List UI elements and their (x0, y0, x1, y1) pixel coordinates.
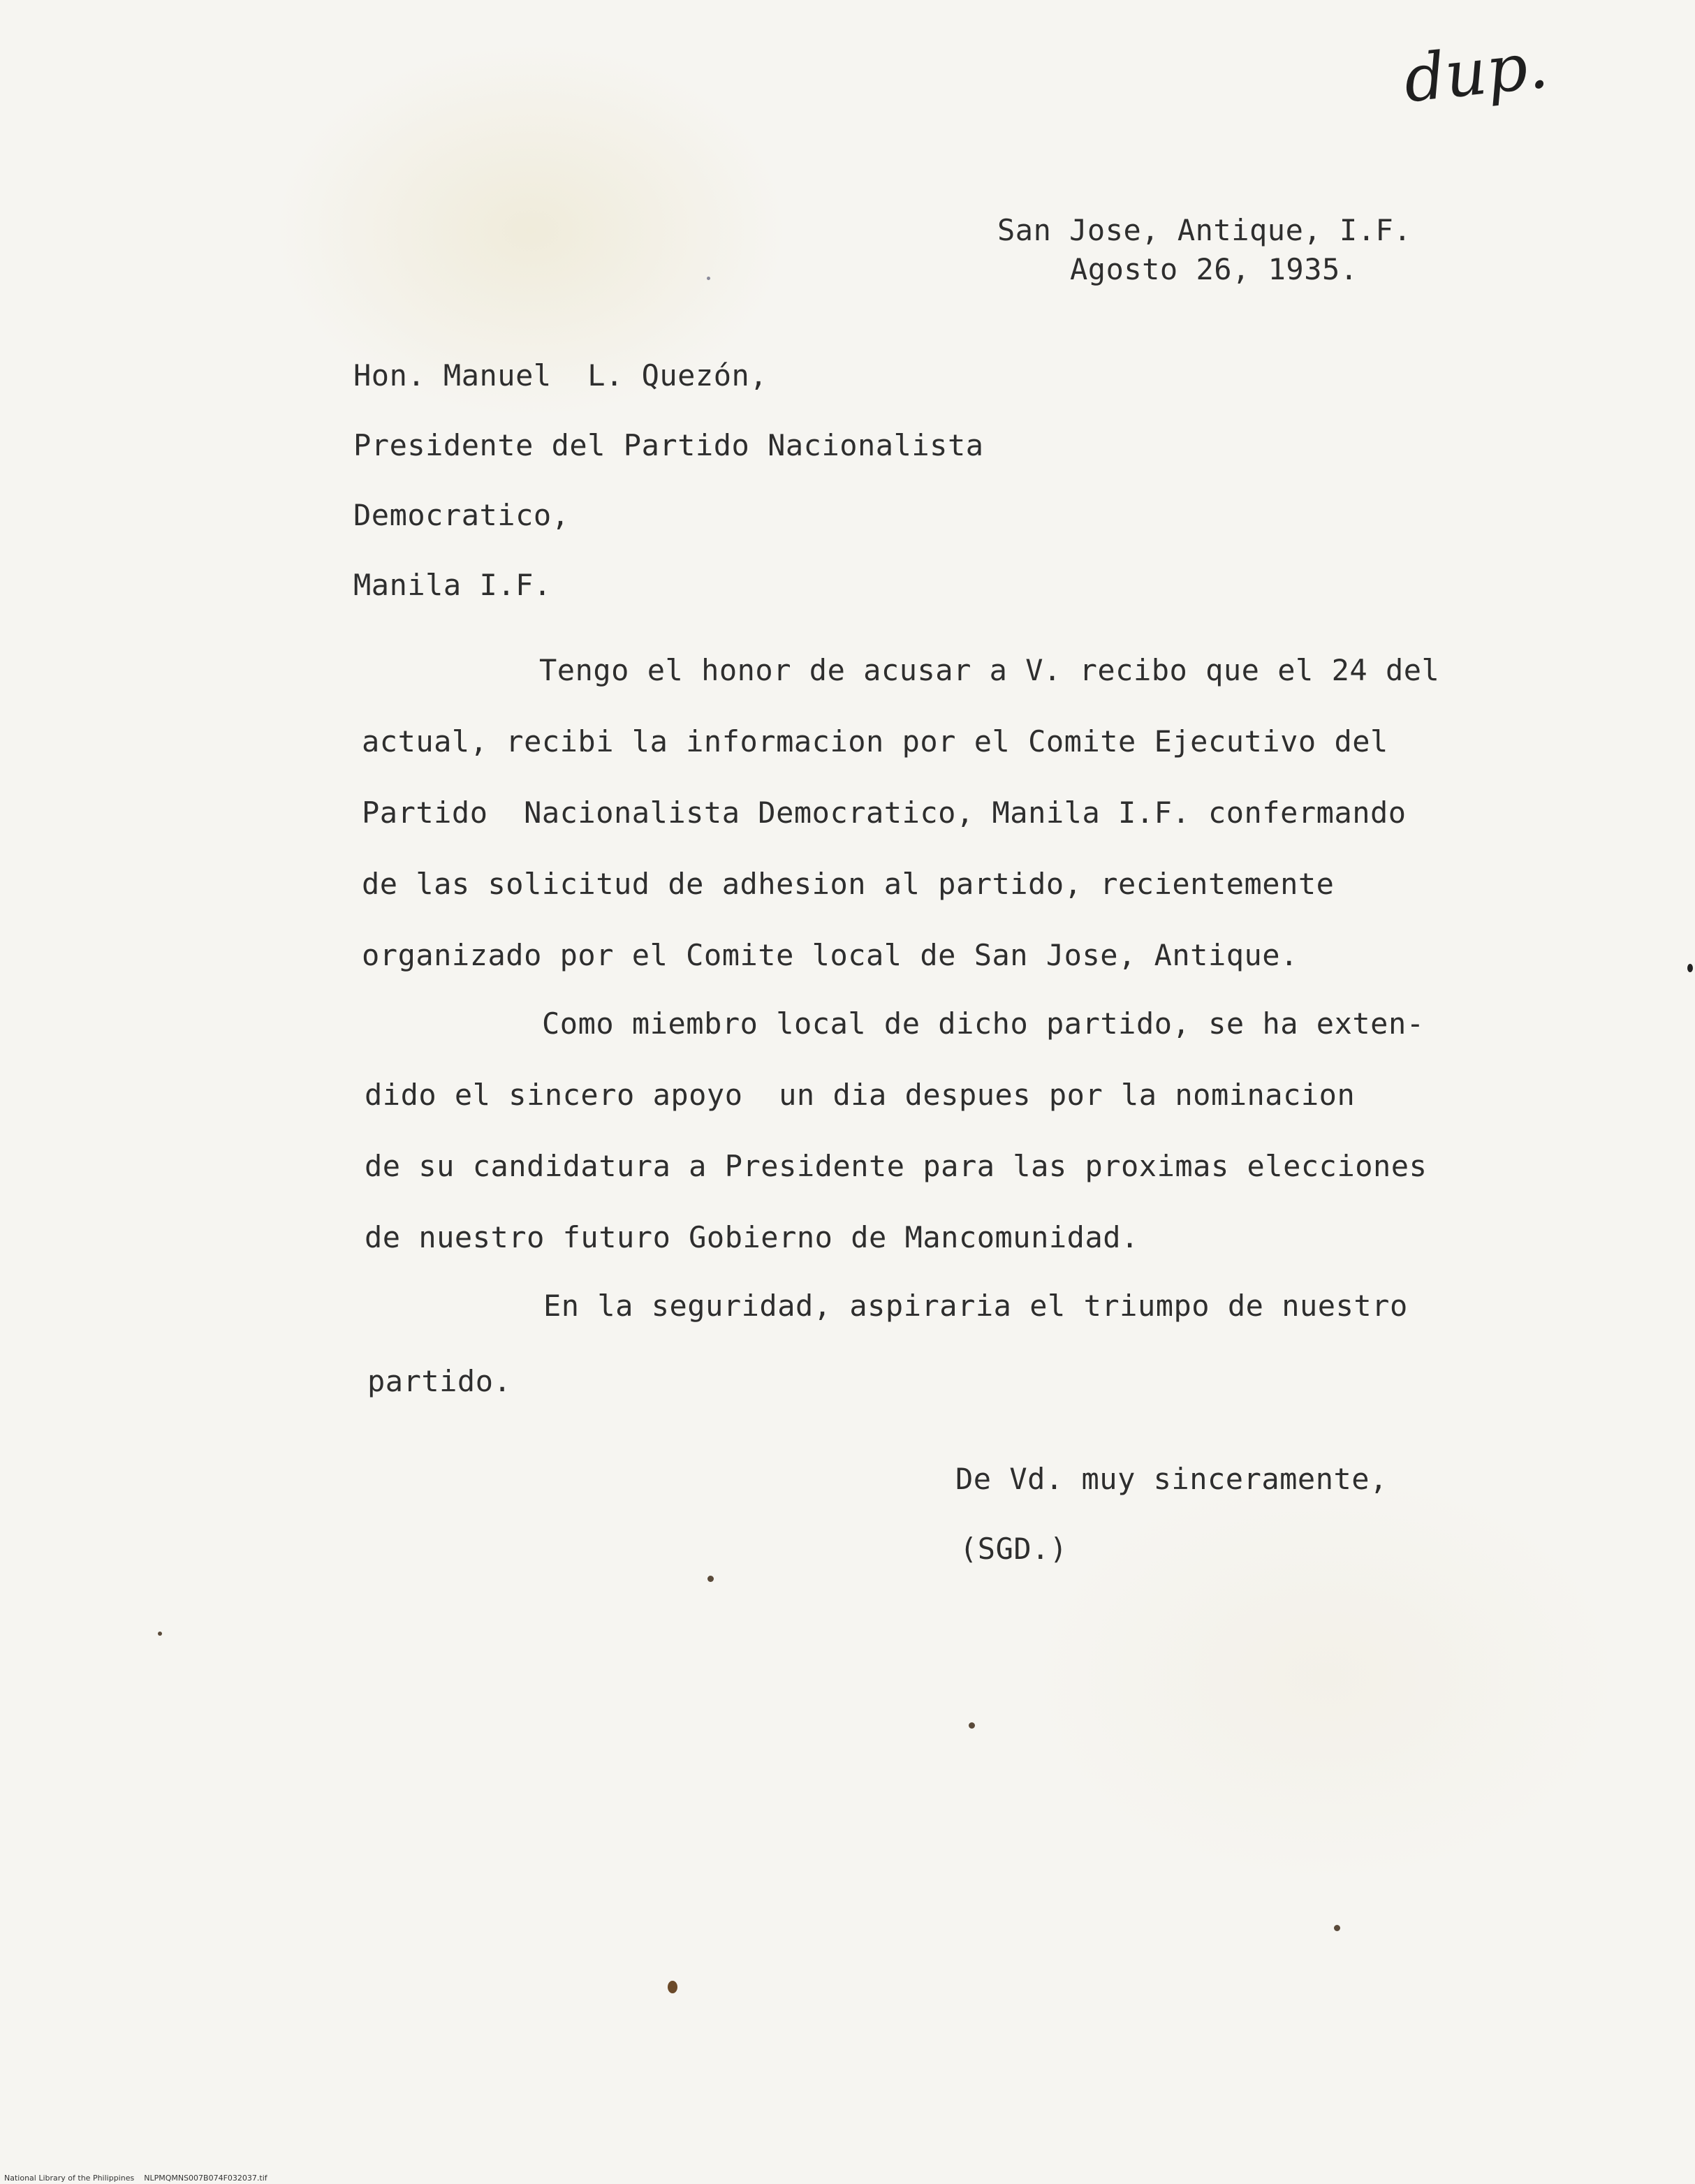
body-line: dido el sincero apoyo un dia despues por la nominacion (365, 1078, 1356, 1112)
body-line: Partido Nacionalista Democratico, Manila I.F. confermando (362, 796, 1407, 830)
footer-file-id: NLPMQMNS007B074F032037.tif (144, 2174, 267, 2183)
body-line: de nuestro futuro Gobierno de Mancomunidad. (365, 1220, 1139, 1254)
body-line: Como miembro local de dicho partido, se ha exten- (542, 1006, 1425, 1041)
paper-speck (707, 277, 710, 280)
body-line: de su candidatura a Presidente para las proximas elecciones (365, 1149, 1428, 1183)
closing-salutation: De Vd. muy sinceramente, (955, 1462, 1388, 1496)
paper-speck (969, 1722, 975, 1729)
body-line: En la seguridad, aspiraria el triumpo de nuestro (543, 1289, 1408, 1323)
body-line: Tengo el honor de acusar a V. recibo que el 24 del (539, 653, 1440, 687)
signature-mark: (SGD.) (960, 1532, 1068, 1566)
paper-speck (158, 1632, 162, 1636)
addressee-title-cont: Democratico, (353, 498, 570, 532)
addressee-city: Manila I.F. (353, 568, 552, 602)
paper-speck (1687, 964, 1693, 972)
addressee-name: Hon. Manuel L. Quezón, (353, 358, 768, 393)
addressee-title: Presidente del Partido Nacionalista (353, 428, 984, 462)
footer-caption (4, 2174, 267, 2183)
letter-place: San Jose, Antique, I.F. (997, 213, 1412, 247)
body-line: partido. (367, 1364, 512, 1398)
body-line: actual, recibi la informacion por el Comite Ejecutivo del (362, 724, 1388, 758)
body-line: de las solicitud de adhesion al partido, recientemente (362, 867, 1335, 901)
paper-speck (668, 1981, 677, 1993)
letter-date: Agosto 26, 1935. (1070, 252, 1358, 286)
footer-institution: National Library of the Philippines (4, 2174, 135, 2183)
handwritten-note: dup. (1400, 27, 1552, 117)
paper-speck (1334, 1925, 1340, 1931)
body-line: organizado por el Comite local de San Jose, Antique. (362, 938, 1298, 972)
paper-speck (707, 1576, 714, 1582)
